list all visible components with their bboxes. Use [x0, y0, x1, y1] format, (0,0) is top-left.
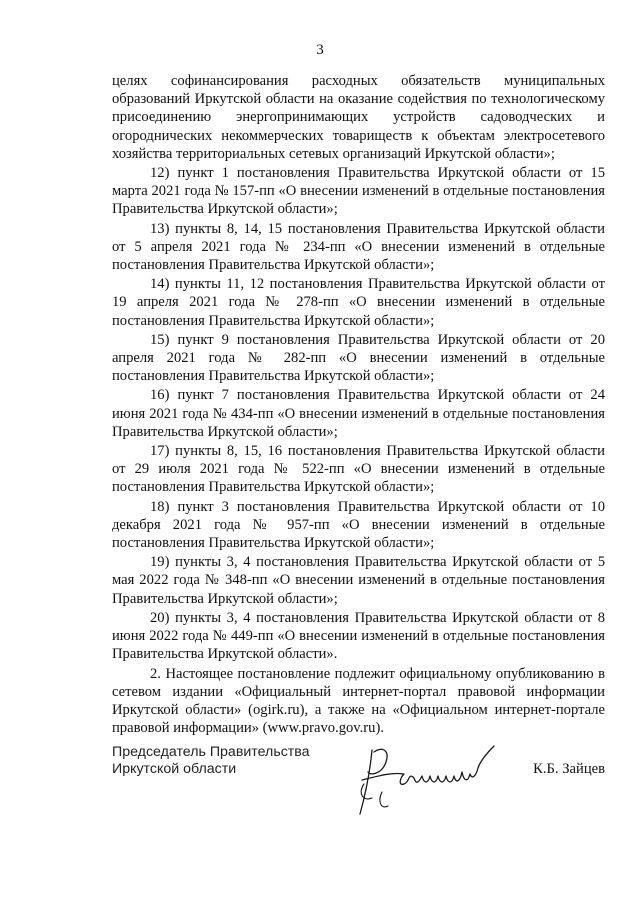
- list-item: 13) пункты 8, 14, 15 постановления Правительства Иркутской области от 5 апреля 2021 года № 234-пп «О внесении изменений в отдельные постановления Правительства Иркутской области»;: [112, 220, 605, 274]
- list-item: 14) пункты 11, 12 постановления Правительства Иркутской области от 19 апреля 2021 года № 278-пп «О внесении изменений в отдельные постановления Правительства Иркутской области»;: [112, 276, 605, 329]
- handwritten-signature: [352, 732, 512, 822]
- list-item: 18) пункт 3 постановления Правительства Иркутской области от 10 декабря 2021 года № 957-пп «О внесении изменений в отдельные постановления Правительства Иркутской области»;: [112, 498, 605, 552]
- signatory-title-line1: Председатель Правительства: [112, 744, 310, 760]
- signatory-title: [112, 744, 310, 777]
- list-item: 17) пункты 8, 15, 16 постановления Правительства Иркутской области от 29 июля 2021 года № 522-пп «О внесении изменений в отдельные постановления Правительства Иркутской области»;: [112, 443, 605, 496]
- signatory-title-line2: Иркутской области: [112, 760, 237, 777]
- list-item: 16) пункт 7 постановления Правительства Иркутской области от 24 июня 2021 года № 434-пп «О внесении изменений в отдельные постановления Правительства Иркутской области»;: [112, 387, 605, 440]
- publication-clause: 2. Настоящее постановление подлежит официальному опубликованию в сетевом издании «Официальный интернет-портал правовой информации Иркутской области» (ogirk.ru), а также на «Официальном интернет-портале правовой информации» (www.pravo.gov.ru).: [112, 665, 605, 737]
- intro-paragraph: целях софинансирования расходных обязательств муниципальных образований Иркутской области на оказание содействия по технологическому присоединению энергопринимающих устройств садоводческих и огороднических некоммерческих товариществ к объектам электросетевого хозяйства территориальных сетевых организаций Иркутской области»;: [112, 73, 605, 162]
- document-body: [112, 72, 605, 737]
- list-item: 12) пункт 1 постановления Правительства Иркутской области от 15 марта 2021 года № 157-пп «О внесении изменений в отдельные постановления Правительства Иркутской области»;: [112, 165, 605, 218]
- page-number: 3: [316, 42, 324, 58]
- signatory-name: К.Б. Зайцев: [533, 761, 605, 777]
- list-item: 20) пункты 3, 4 постановления Правительства Иркутской области от 8 июня 2022 года № 449-пп «О внесении изменений в отдельные постановления Правительства Иркутской области».: [112, 609, 605, 663]
- list-item: 19) пункты 3, 4 постановления Правительства Иркутской области от 5 мая 2022 года № 348-пп «О внесении изменений в отдельные постановления Правительства Иркутской области»;: [112, 554, 605, 607]
- list-item: 15) пункт 9 постановления Правительства Иркутской области от 20 апреля 2021 года № 282-пп «О внесении изменений в отдельные постановления Правительства Иркутской области»;: [112, 331, 605, 385]
- revoked-acts-list: [112, 164, 605, 663]
- signature-block: [112, 744, 605, 824]
